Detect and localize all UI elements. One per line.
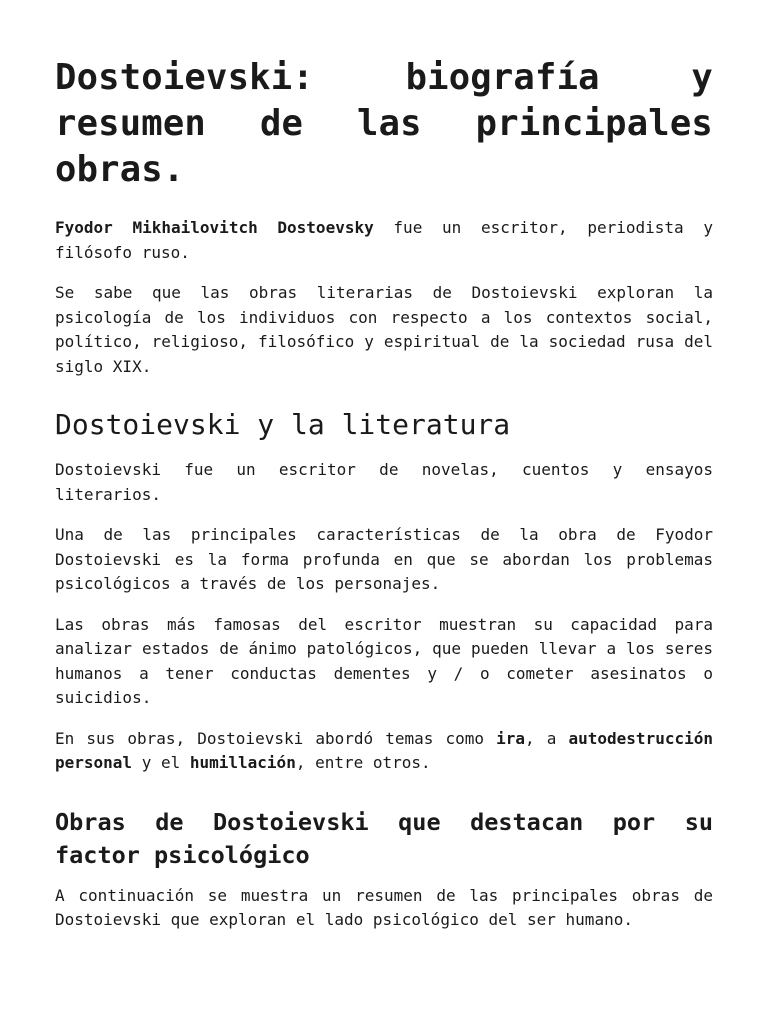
themes-text-2: , a	[525, 728, 569, 748]
works-paragraph-1: A continuación se muestra un resumen de las principales obras de Dostoievski que exploran el lado psicológico del ser humano.	[55, 885, 713, 929]
theme-ira: ira	[496, 728, 526, 748]
author-name: Fyodor Mikhailovitch Dostoevsky	[55, 218, 374, 237]
themes-text-1: En sus obras, Dostoievski abordó temas como	[55, 728, 497, 748]
literature-paragraph-2: Una de las principales características de la obra de Fyodor Dostoievski es la forma profunda en que se abordan los problemas psicológicos a través de los personajes.	[55, 525, 713, 593]
section-heading-literature: Dostoievski y la literatura	[55, 408, 511, 441]
theme-humillacion: humillación	[189, 753, 296, 772]
page-title: Dostoievski: biografía y resumen de las principales obras.	[55, 57, 713, 190]
intro-paragraph	[55, 216, 713, 265]
literature-paragraph-3: Las obras más famosas del escritor muestran su capacidad para analizar estados de ánimo patológicos, que pueden llevar a los seres humanos a tener conductas dementes y / o cometer asesinatos o suicidios.	[55, 614, 713, 707]
literature-paragraph-4	[55, 727, 713, 776]
context-paragraph: Se sabe que las obras literarias de Dostoievski exploran la psicología de los individuos con respecto a los contextos social, político, religioso, filosófico y espiritual de la sociedad rusa del siglo XIX.	[55, 283, 713, 376]
intro-text: fue un escritor, periodista y filósofo ruso.	[55, 218, 713, 262]
themes-text-4: , entre otros.	[295, 753, 431, 772]
literature-paragraph-1: Dostoievski fue un escritor de novelas, cuentos y ensayos literarios.	[55, 460, 713, 504]
theme-autodestruccion: autodestrucción personal	[55, 728, 713, 772]
section-heading-works: Obras de Dostoievski que destacan por su factor psicológico	[55, 807, 713, 869]
themes-text-3: y el	[132, 753, 190, 772]
